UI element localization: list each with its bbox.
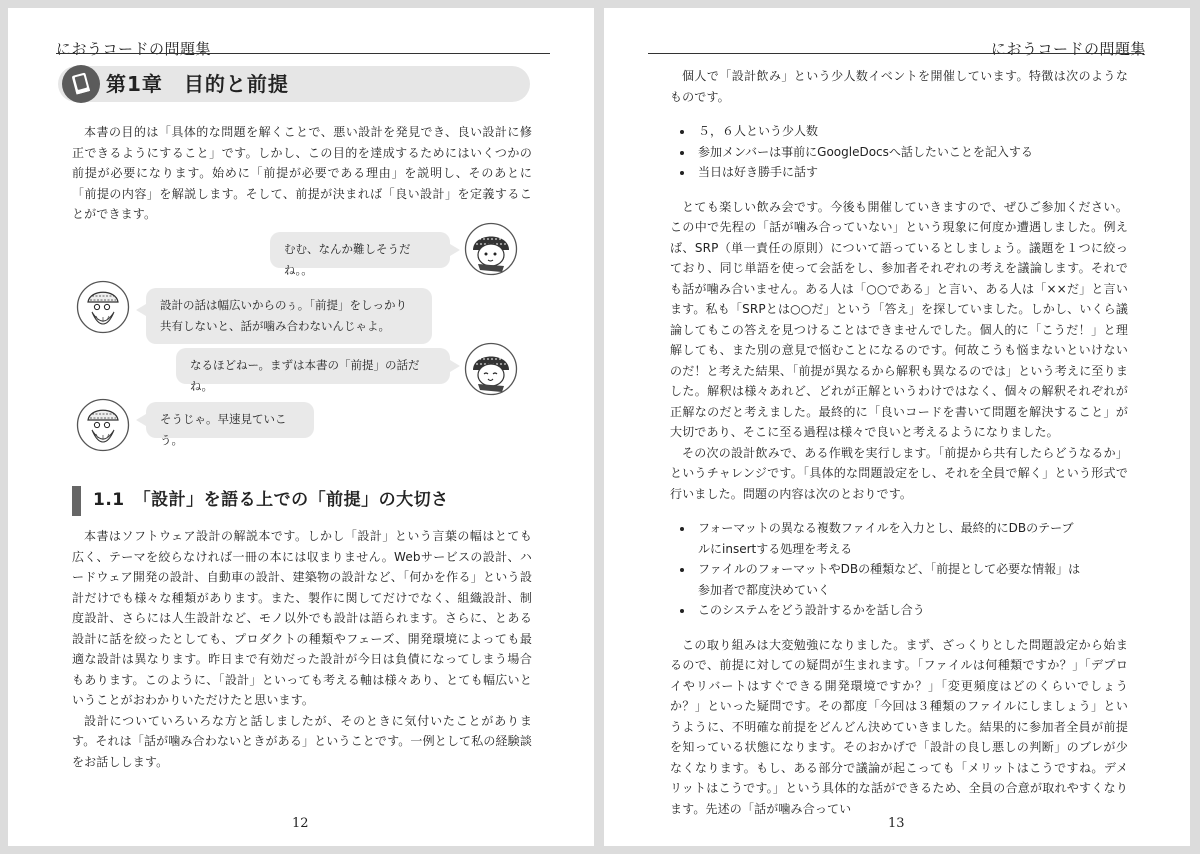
right-page [604,8,1190,846]
section-heading [72,486,541,516]
left-page [8,8,594,846]
chapter-title: 第1章 目的と前提 [106,72,289,96]
girl-with-hat-avatar [464,342,518,396]
book-icon [62,65,100,103]
body-paragraph: 設計についていろいろな方と話しましたが、そのときに気付いたことがあります。それは「話が噛み合わないときがある」ということです。一例として私の経験談をお話しします。 [72,713,532,769]
body-paragraph: その次の設計飲みで、ある作戦を実行します。「前提から共有したらどうなるか」というチャレンジです。「具体的な問題設定をし、それを全員で解く」という形式で行いました。問題の内容は次のとおりです。 [670,445,1128,501]
section-title: 1.1 「設計」を語る上での「前提」の大切さ [93,490,449,510]
problem-list [670,518,1128,621]
header-rule-left [56,53,550,54]
old-man-with-cap-avatar [76,398,130,452]
dialogue-bubble-girl-2 [176,348,450,393]
girl-with-hat-avatar [464,222,518,276]
dialogue-text: 設計の話は幅広いからのぅ。「前提」をしっかり共有しないと、話が噛み合わないんじゃよ。 [160,298,408,333]
body-paragraph: この取り組みは大変勉強になりました。まず、ざっくりとした問題設定から始まるので、前提に対しての疑問が生まれます。「ファイルは何種類ですか？」「デプロイやリバートはすぐできる開発環境ですか？」「変更頻度はどのくらいでしょうか？」といった疑問です。その都度「今回は３種類のファイルにしましょう」というように、不明確な前提をどんどん決めていきました。結果的に参加者全員が前提を知っている状態になります。そのおかげで「設計の良し悪しの判断」のブレが少なくなります。もし、ある部分で議論が起こっても「メリットはこうですね。デメリットはこうです。」という具体的な話ができるため、全員の合意が取れやすくなります。先述の「話が噛み合ってい [670,637,1128,816]
list-item: • フォーマットの異なる複数ファイルを入力とし、最終的にDBのテーブルにinsertする処理を考える [694,518,1084,559]
list-item: • 参加メンバーは事前にGoogleDocsへ話したいことを記入する [694,142,1128,163]
body-paragraph: とても楽しい飲み会です。今後も開催していきますので、ぜひご参加ください。この中で先程の「話が噛み合っていない」という現象に何度か遭遇しました。例えば、SRP（単一責任の原則）について語っているとしましょう。議題を１つに絞っており、同じ単語を使って会話をし、参加者それぞれの考えを議論します。それでも話が噛み合いません。ある人は「○○である」と言い、ある人は「××だ」と言います。私も「SRPとは○○だ」という「答え」を探していました。しかし、いくら議論してもこの答えを見つけることはできませんでした。個人的に「こうだ！」と理解しても、また別の意見で悩むことになるのです。何故こうも悩まないといけないのだ！と考えた結果、「前提が異なるから解釈も異なるのでは」という考えに至りました。解釈は様々あれど、どれが正解というわけではなく、個々の解釈それぞれが正解なのだと考えました。最終的に「良いコードを書いて問題を解決すること」が大切であり、そこに至る過程は様々で良いと考えるようになりました。 [670,199,1128,439]
dialogue-bubble-old-man-2 [146,402,314,447]
running-head-left: におうコードの問題集 [56,40,212,58]
dialogue-text: なるほどねー。まずは本書の「前提」の話だね。 [190,358,420,393]
chapter-heading-box [58,66,530,102]
body-paragraph: 個人で「設計飲み」という少人数イベントを開催しています。特徴は次のようなものです。 [670,69,1128,104]
list-item: • 当日は好き勝手に話す [694,162,1128,183]
dialogue-text: むむ、なんか難しそうだね。。 [284,242,411,277]
page-number-right: 13 [888,816,905,831]
page-number-left: 12 [292,816,309,831]
dialogue-text: そうじゃ。早速見ていこう。 [160,412,287,447]
list-item: • このシステムをどう設計するかを話し合う [694,600,1084,621]
old-man-with-cap-avatar [76,280,130,334]
header-rule-right [648,53,1144,54]
list-item: • ５，６人という少人数 [694,121,1128,142]
dialogue-bubble-girl-1 [270,232,450,277]
intro-paragraph: 本書の目的は「具体的な問題を解くことで、悪い設計を発見でき、良い設計に修正できるようにすること」です。しかし、この目的を達成するためにはいくつかの前提が必要になります。始めに「前提が必要である理由」を説明し、そのあとに「前提の内容」を解説します。そして、前提が決まれば「良い設計」を定義することができます。 [72,125,532,221]
list-item: • ファイルのフォーマットやDBの種類など、「前提として必要な情報」は参加者で都度決めていく [694,559,1084,600]
running-head-right: におうコードの問題集 [990,40,1146,58]
feature-list [670,121,1128,183]
dialogue-bubble-old-man-1 [146,288,432,344]
body-paragraph: 本書はソフトウェア設計の解説本です。しかし「設計」という言葉の幅はとても広く、テーマを絞らなければ一冊の本には収まりません。Webサービスの設計、ハードウェア開発の設計、自動車の設計、建築物の設計など、「何かを作る」という設計だけでも様々な種類があります。また、製作に関してだけでなく、組織設計、制度設計、さらには人生設計など、モノ以外でも設計は語られます。さらに、とある設計に話を絞ったとしても、プロダクトの種類やフェーズ、開発環境によっても最適な設計は異なります。昨日まで有効だった設計が今日は負債になってしまう場合もあります。このように、「設計」といっても考える軸は様々あり、とても幅広いということがおわかりいただけたと思います。 [72,529,532,707]
